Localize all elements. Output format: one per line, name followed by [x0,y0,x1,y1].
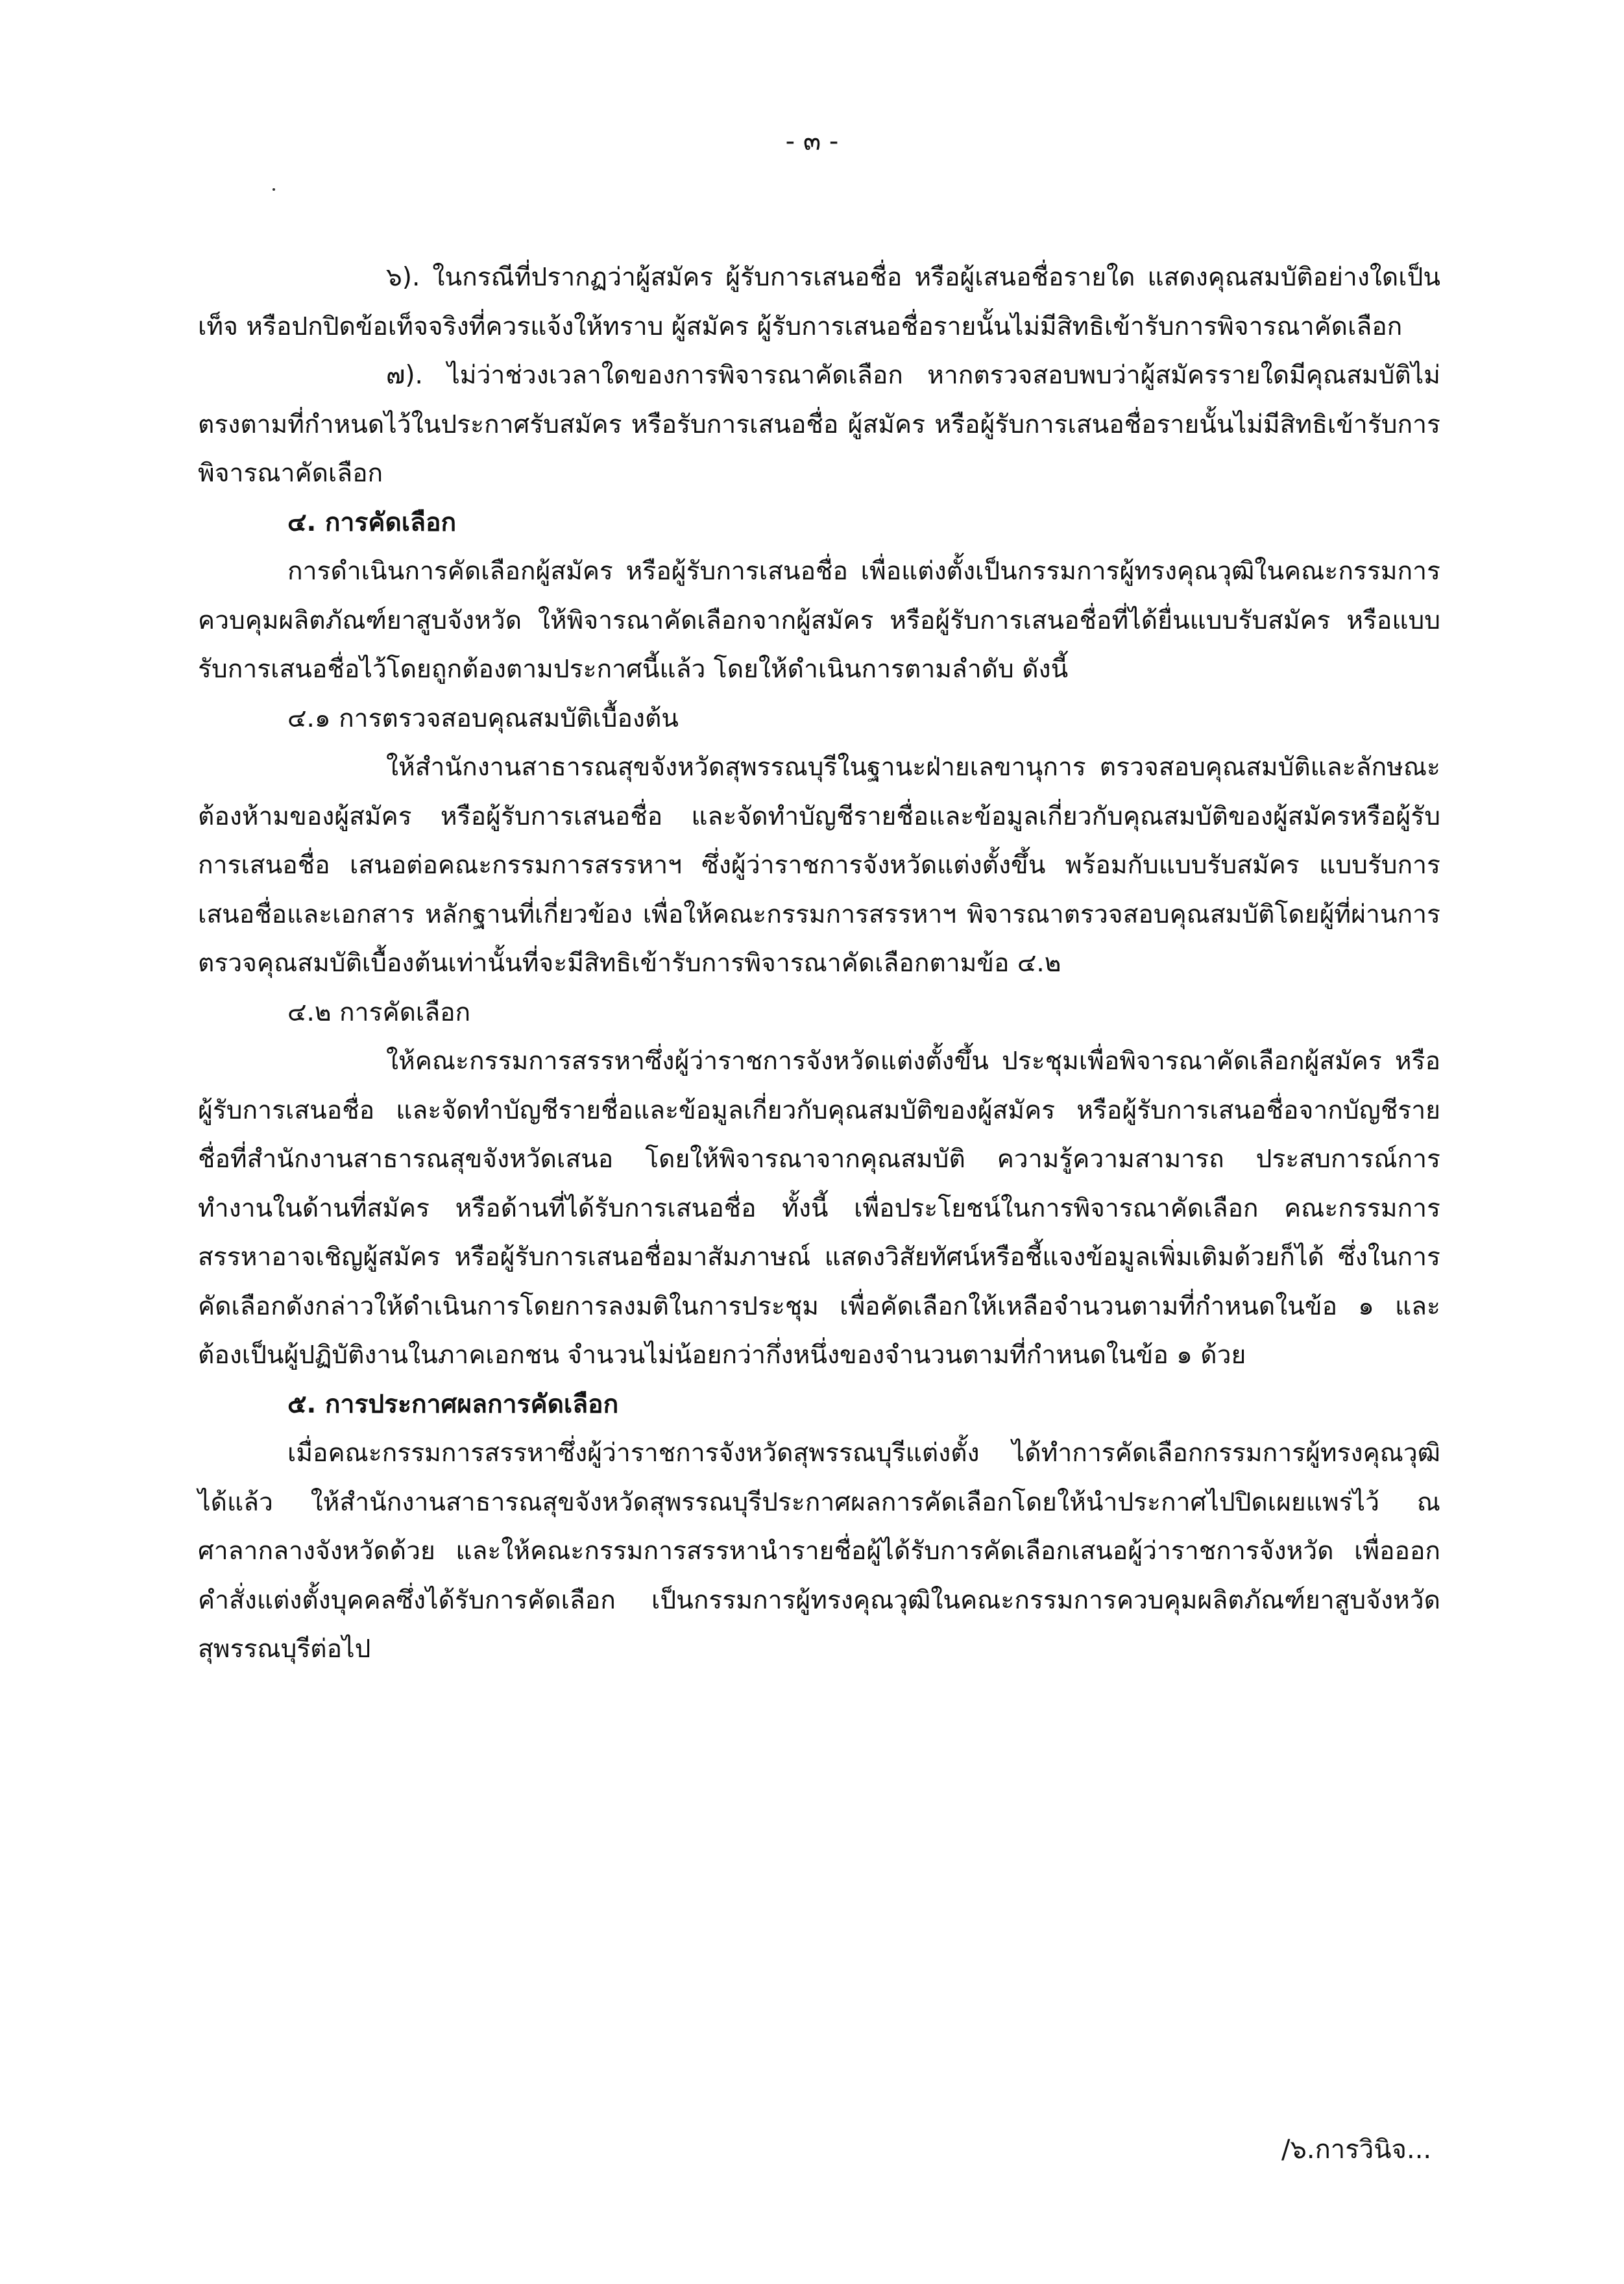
paragraph-section-4-2: ให้คณะกรรมการสรรหาซึ่งผู้ว่าราชการจังหวัดแต่งตั้งขึ้น ประชุมเพื่อพิจารณาคัดเลือกผู้สมัคร หรือผู้รับการเสนอชื่อ และจัดทำบัญชีรายชื่อและข้อมูลเกี่ยวกับคุณสมบัติของผู้สมัคร หรือผู้รับการเสนอชื่อจากบัญชีรายชื่อที่สำนักงานสาธารณสุขจังหวัดเสนอ โดยให้พิจารณาจากคุณสมบัติ ความรู้ความสามารถ ประสบการณ์การทำงานในด้านที่สมัคร หรือด้านที่ได้รับการเสนอชื่อ ทั้งนี้ เพื่อประโยชน์ในการพิจารณาคัดเลือก คณะกรรมการสรรหาอาจเชิญผู้สมัคร หรือผู้รับการเสนอชื่อมาสัมภาษณ์ แสดงวิสัยทัศน์หรือชี้แจงข้อมูลเพิ่มเติมด้วยก็ได้ ซึ่งในการคัดเลือกดังกล่าวให้ดำเนินการโดยการลงมติในการประชุม เพื่อคัดเลือกให้เหลือจำนวนตามที่กำหนดในข้อ ๑ และต้องเป็นผู้ปฏิบัติงานในภาคเอกชน จำนวนไม่น้อยกว่ากึ่งหนึ่งของจำนวนตามที่กำหนดในข้อ ๑ ด้วย [198,1047,1440,1370]
subsection-heading-4-2: ๔.๒ การคัดเลือก [287,997,471,1027]
subsection-heading-4-1: ๔.๑ การตรวจสอบคุณสมบัติเบื้องต้น [287,703,679,733]
paragraph-item-7: ๗). ไม่ว่าช่วงเวลาใดของการพิจารณาคัดเลือก หากตรวจสอบพบว่าผู้สมัครรายใดมีคุณสมบัติไม่ตรงตามที่กำหนดไว้ในประกาศรับสมัคร หรือรับการเสนอชื่อ ผู้สมัคร หรือผู้รับการเสนอชื่อรายนั้นไม่มีสิทธิเข้ารับการพิจารณาคัดเลือก [198,361,1440,488]
document-body [198,253,1440,1674]
paragraph-section-4-1: ให้สำนักงานสาธารณสุขจังหวัดสุพรรณบุรีในฐานะฝ่ายเลขานุการ ตรวจสอบคุณสมบัติและลักษณะต้องห้ามของผู้สมัคร หรือผู้รับการเสนอชื่อ และจัดทำบัญชีรายชื่อและข้อมูลเกี่ยวกับคุณสมบัติของผู้สมัครหรือผู้รับการเสนอชื่อ เสนอต่อคณะกรรมการสรรหาฯ ซึ่งผู้ว่าราชการจังหวัดแต่งตั้งขึ้น พร้อมกับแบบรับสมัคร แบบรับการเสนอชื่อและเอกสาร หลักฐานที่เกี่ยวข้อง เพื่อให้คณะกรรมการสรรหาฯ พิจารณาตรวจสอบคุณสมบัติโดยผู้ที่ผ่านการตรวจคุณสมบัติเบื้องต้นเท่านั้นที่จะมีสิทธิเข้ารับการพิจารณาคัดเลือกตามข้อ ๔.๒ [198,753,1440,978]
paragraph-item-6: ๖). ในกรณีที่ปรากฏว่าผู้สมัคร ผู้รับการเสนอชื่อ หรือผู้เสนอชื่อรายใด แสดงคุณสมบัติอย่างใดเป็นเท็จ หรือปกปิดข้อเท็จจริงที่ควรแจ้งให้ทราบ ผู้สมัคร ผู้รับการเสนอชื่อรายนั้นไม่มีสิทธิเข้ารับการพิจารณาคัดเลือก [198,263,1440,341]
scan-speck [273,188,275,191]
section-heading-4: ๔. การคัดเลือก [287,507,457,537]
section-heading-5: ๕. การประกาศผลการคัดเลือก [287,1389,619,1419]
page-number: - ๓ - [785,127,839,156]
paragraph-section-4: การดำเนินการคัดเลือกผู้สมัคร หรือผู้รับการเสนอชื่อ เพื่อแต่งตั้งเป็นกรรมการผู้ทรงคุณวุฒิในคณะกรรมการควบคุมผลิตภัณฑ์ยาสูบจังหวัด ให้พิจารณาคัดเลือกจากผู้สมัคร หรือผู้รับการเสนอชื่อที่ได้ยื่นแบบรับสมัคร หรือแบบรับการเสนอชื่อไว้โดยถูกต้องตามประกาศนี้แล้ว โดยให้ดำเนินการตามลำดับ ดังนี้ [198,557,1440,684]
paragraph-section-5: เมื่อคณะกรรมการสรรหาซึ่งผู้ว่าราชการจังหวัดสุพรรณบุรีแต่งตั้ง ได้ทำการคัดเลือกกรรมการผู้ทรงคุณวุฒิได้แล้ว ให้สำนักงานสาธารณสุขจังหวัดสุพรรณบุรีประกาศผลการคัดเลือกโดยให้นำประกาศไปปิดเผยแพร่ไว้ ณ ศาลากลางจังหวัดด้วย และให้คณะกรรมการสรรหานำรายชื่อผู้ได้รับการคัดเลือกเสนอผู้ว่าราชการจังหวัด เพื่อออกคำสั่งแต่งตั้งบุคคลซึ่งได้รับการคัดเลือก เป็นกรรมการผู้ทรงคุณวุฒิในคณะกรรมการควบคุมผลิตภัณฑ์ยาสูบจังหวัดสุพรรณบุรีต่อไป [198,1439,1440,1664]
continuation-note: /๖.การวินิจ... [1281,2135,1432,2165]
